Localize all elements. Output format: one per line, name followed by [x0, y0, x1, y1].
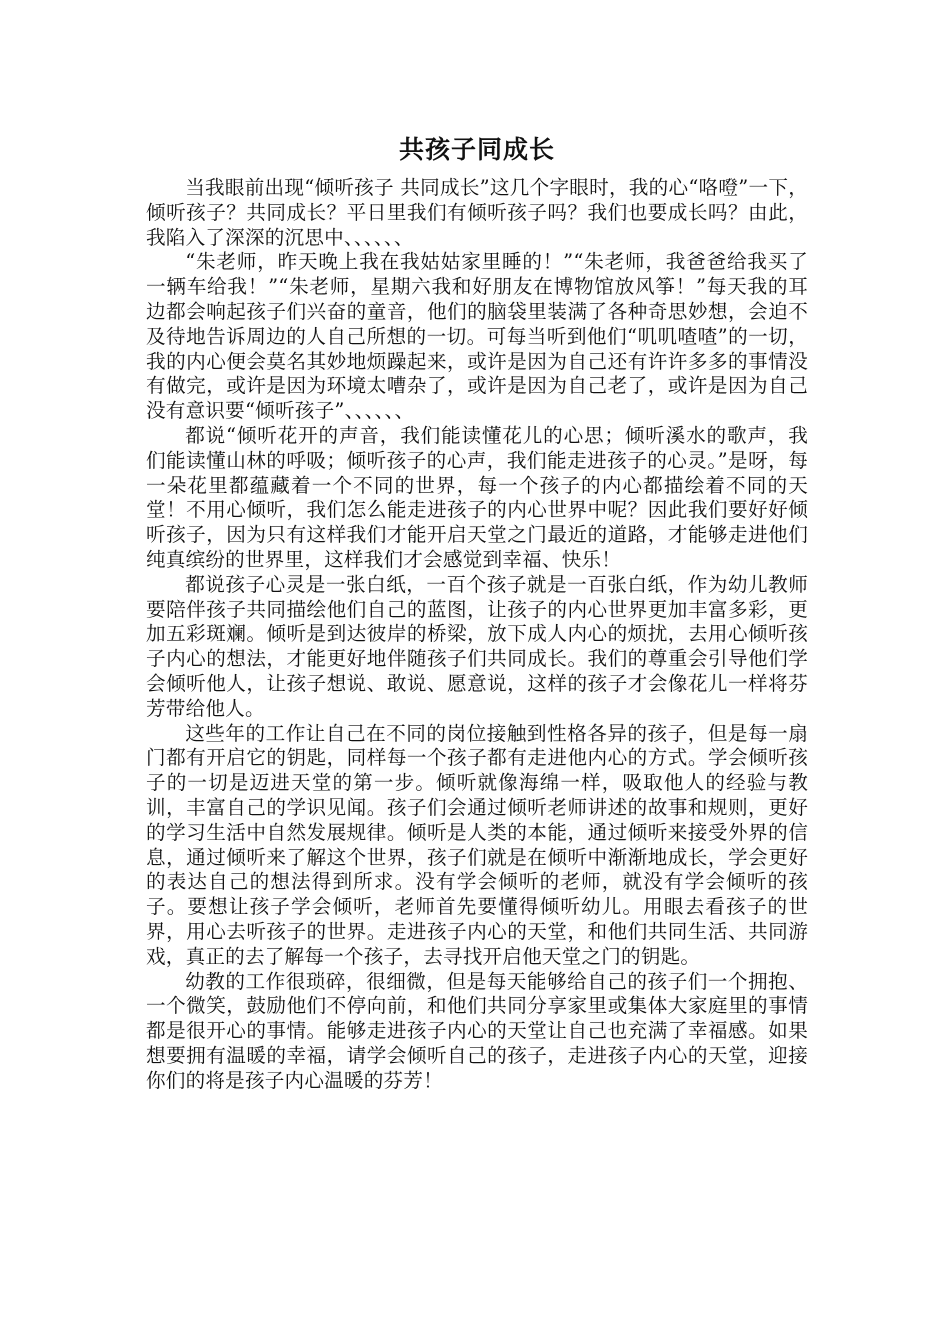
paragraph-4: 都说孩子心灵是一张白纸，一百个孩子就是一百张白纸，作为幼儿教师要陪伴孩子共同描绘他们自己的蓝图，让孩子的内心世界更加丰富多彩，更加五彩斑斓。倾听是到达彼岸的桥梁，放下成人内心的烦扰，去用心倾听孩子内心的想法，才能更好地伴随孩子们共同成长。我们的尊重会引导他们学会倾听他人，让孩子想说、敢说、愿意说，这样的孩子才会像花儿一样将芬芳带给他人。 [146, 572, 808, 720]
paragraph-6: 幼教的工作很琐碎，很细微，但是每天能够给自己的孩子们一个拥抱、一个微笑，鼓励他们不停向前，和他们共同分享家里或集体大家庭里的事情都是很开心的事情。能够走进孩子内心的天堂让自己也充满了幸福感。如果想要拥有温暖的幸福，请学会倾听自己的孩子，走进孩子内心的天堂，迎接你们的将是孩子内心温暖的芬芳！ [146, 969, 808, 1092]
paragraph-3: 都说“倾听花开的声音，我们能读懂花儿的心思；倾听溪水的歌声，我们能读懂山林的呼吸；倾听孩子的心声，我们能走进孩子的心灵。”是呀，每一朵花里都蕴藏着一个不同的世界，每一个孩子的内心都描绘着不同的天堂！不用心倾听，我们怎么能走进孩子的内心世界中呢？因此我们要好好倾听孩子，因为只有这样我们才能开启天堂之门最近的道路，才能够走进他们纯真缤纷的世界里，这样我们才会感觉到幸福、快乐！ [146, 423, 808, 571]
paragraph-1: 当我眼前出现“倾听孩子 共同成长”这几个字眼时，我的心“咯噔”一下，倾听孩子？共同成长？平日里我们有倾听孩子吗？我们也要成长吗？由此，我陷入了深深的沉思中、、、、、、 [146, 176, 808, 249]
paragraph-5: 这些年的工作让自己在不同的岗位接触到性格各异的孩子，但是每一扇门都有开启它的钥匙，同样每一个孩子都有走进他内心的方式。学会倾听孩子的一切是迈进天堂的第一步。倾听就像海绵一样，吸取他人的经验与教训，丰富自己的学识见闻。孩子们会通过倾听老师讲述的故事和规则，更好的学习生活中自然发展规律。倾听是人类的本能，通过倾听来接受外界的信息，通过倾听来了解这个世界，孩子们就是在倾听中渐渐地成长，学会更好的表达自己的想法得到所求。没有学会倾听的老师，就没有学会倾听的孩子。要想让孩子学会倾听，老师首先要懂得倾听幼儿。用眼去看孩子的世界，用心去听孩子的世界。走进孩子内心的天堂，和他们共同生活、共同游戏，真正的去了解每一个孩子，去寻找开启他天堂之门的钥匙。 [146, 721, 808, 968]
paragraph-2: “朱老师，昨天晚上我在我姑姑家里睡的！”“朱老师，我爸爸给我买了一辆车给我！”“朱老师，星期六我和好朋友在博物馆放风筝！”每天我的耳边都会响起孩子们兴奋的童音，他们的脑袋里装满了各种奇思妙想，会迫不及待地告诉周边的人自己所想的一切。可每当听到他们“叽叽喳喳”的一切，我的内心便会莫名其妙地烦躁起来，或许是因为自己还有许许多多的事情没有做完，或许是因为环境太嘈杂了，或许是因为自己老了，或许是因为自己没有意识要“倾听孩子”、、、、、、 [146, 250, 808, 423]
document-title: 共孩子同成长 [398, 135, 555, 164]
document-page [146, 128, 808, 1093]
